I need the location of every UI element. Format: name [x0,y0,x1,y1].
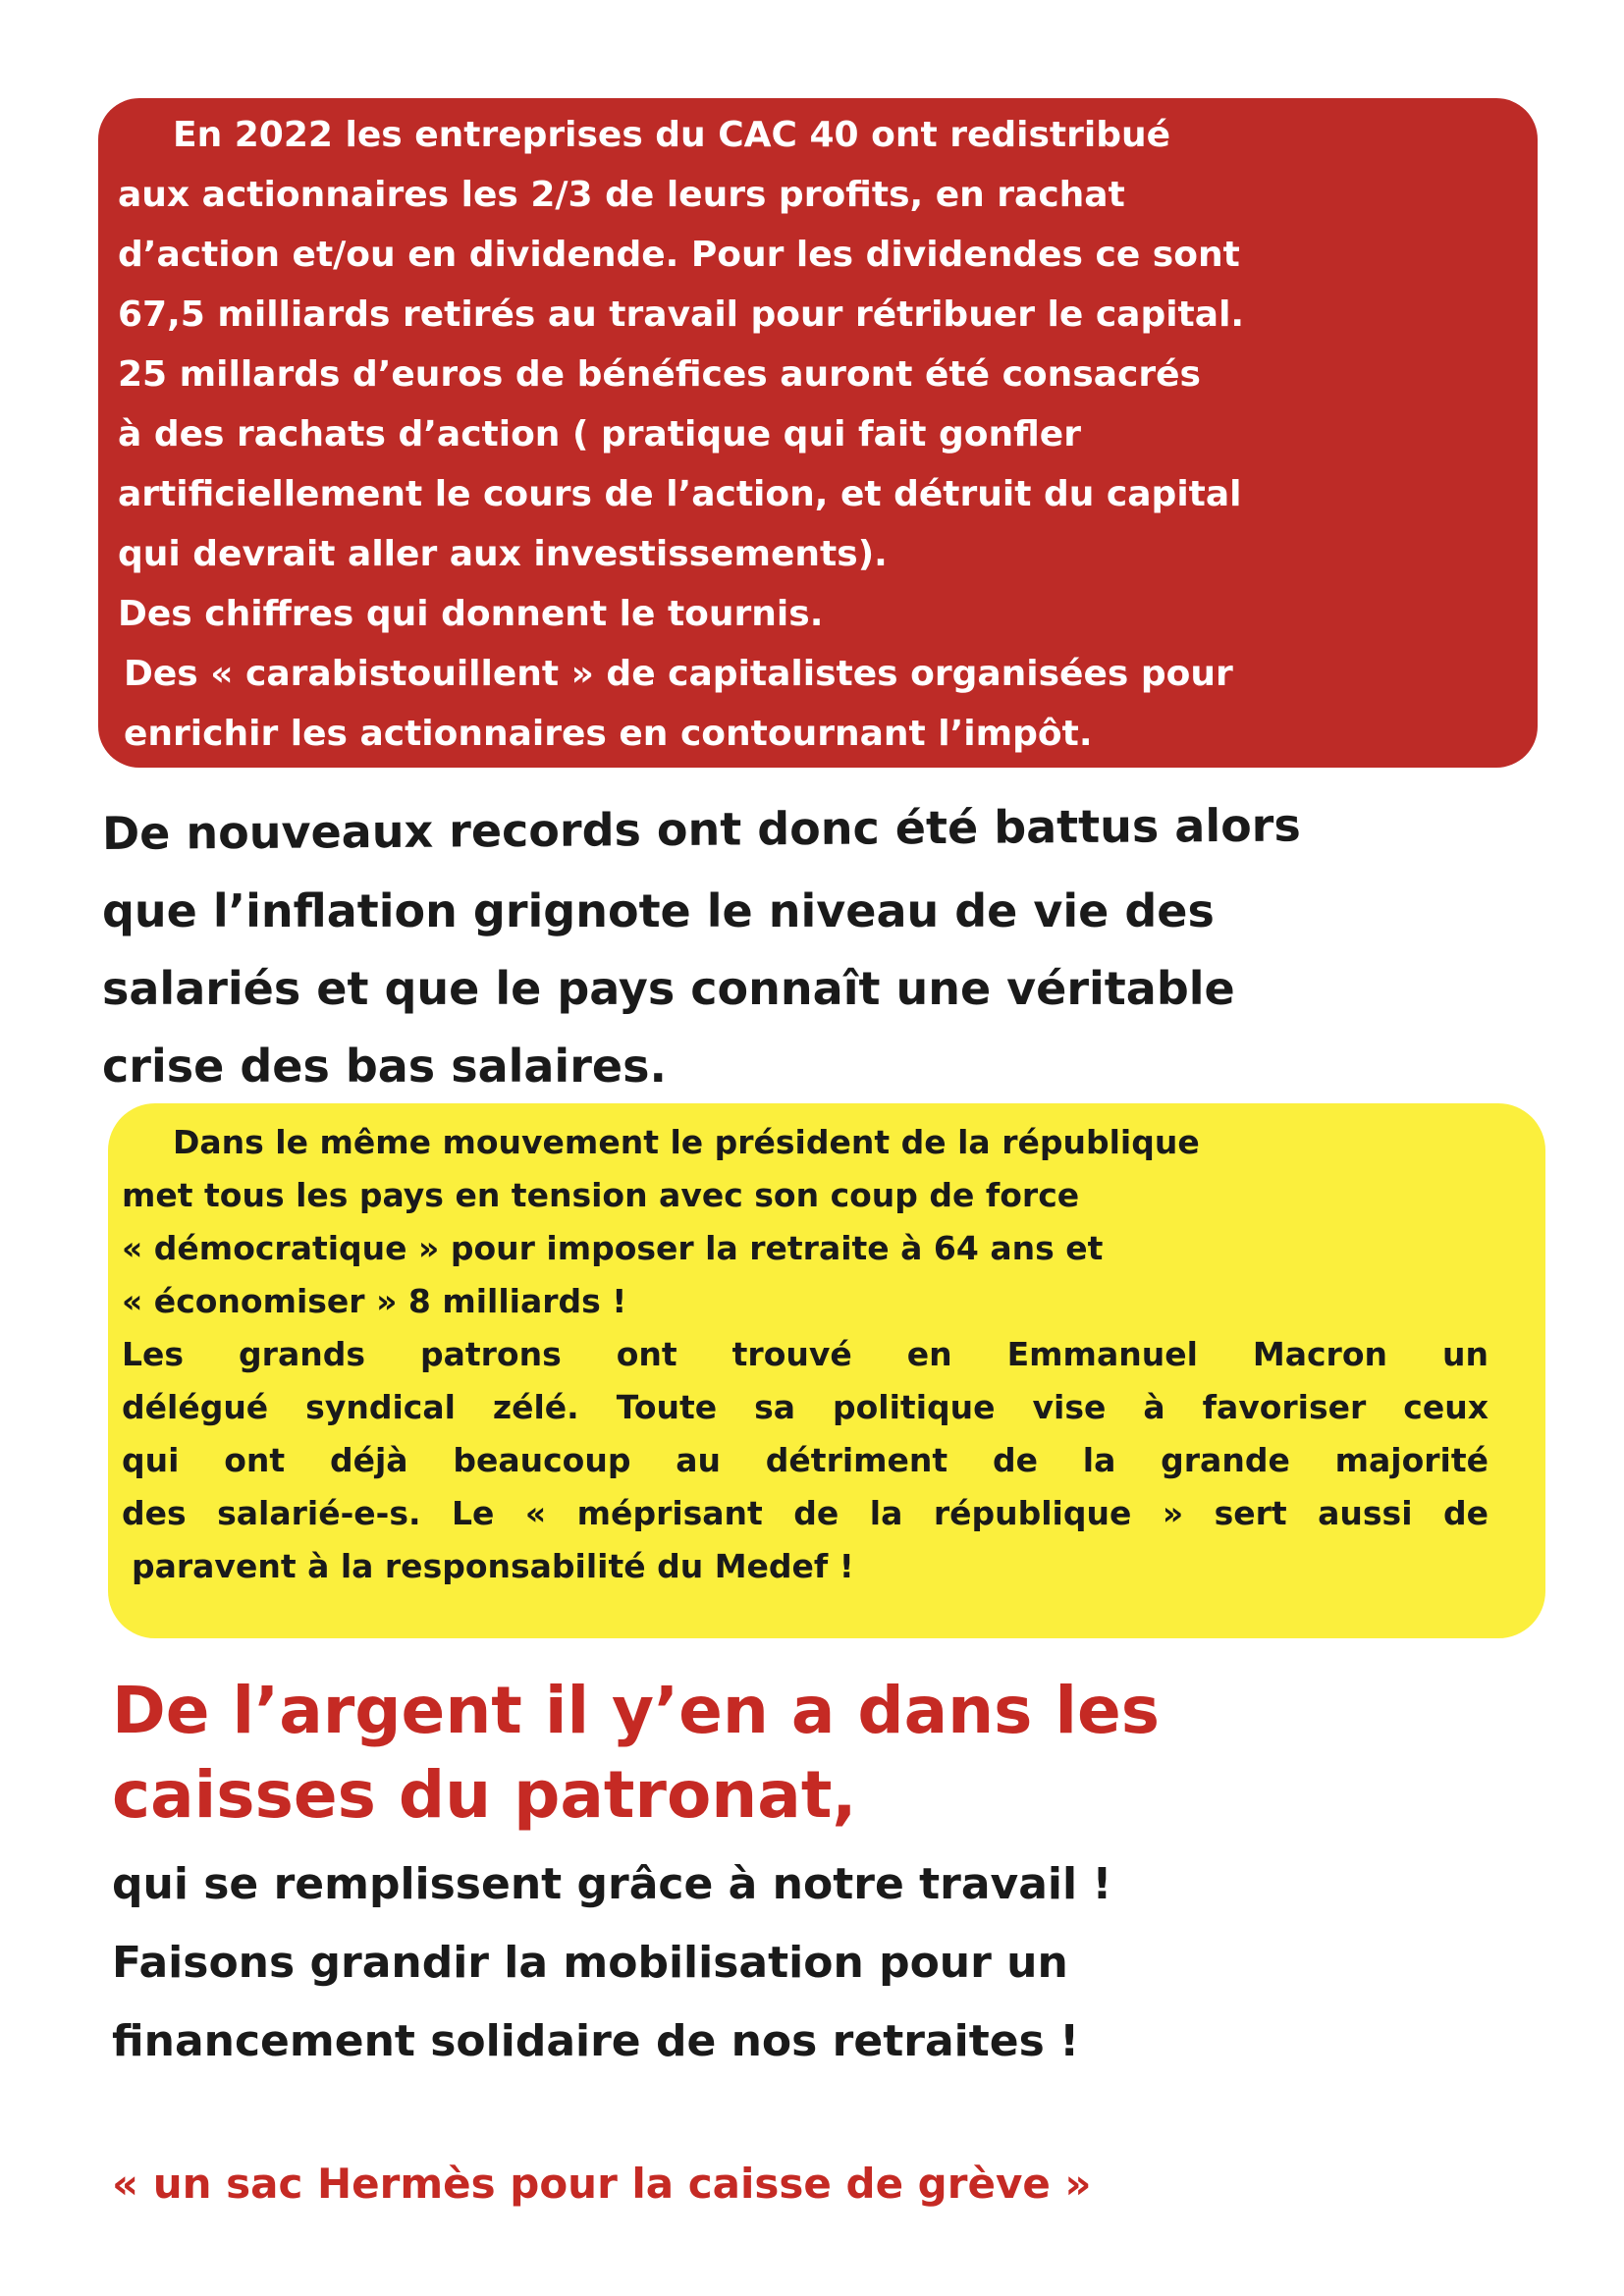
red-box-line: En 2022 les entreprises du CAC 40 ont redistribué [173,115,1171,155]
red-box-line: Des chiffres qui donnent le tournis. [118,594,824,634]
red-box-line: à des rachats d’action ( pratique qui fait gonfler [118,414,1081,454]
records-line: crise des bas salaires. [102,1040,667,1093]
yellow-box-line: des salarié-e-s. Le « méprisant de la république » sert aussi de [122,1494,1489,1532]
yellow-box-line: qui ont déjà beaucoup au détriment de la grande majorité [122,1441,1489,1479]
red-box-line: 67,5 milliards retirés au travail pour rétribuer le capital. [118,294,1245,335]
headline [112,1669,1160,1838]
yellow-box-line: Les grands patrons ont trouvé en Emmanuel Macron un [122,1335,1489,1373]
call-to-action [112,1845,1111,2081]
red-info-box [98,98,1538,768]
yellow-box-line: « démocratique » pour imposer la retraite à 64 ans et [122,1229,1104,1267]
red-box-line: qui devrait aller aux investissements). [118,534,888,574]
red-box-line: aux actionnaires les 2/3 de leurs profits, en rachat [118,175,1125,215]
records-line: De nouveaux records ont donc été battus alors [101,798,1301,860]
yellow-box-line: délégué syndical zélé. Toute sa politique vise à favoriser ceux [122,1388,1489,1426]
call-line: Faisons grandir la mobilisation pour un [112,1938,1068,1988]
records-line: salariés et que le pays connaît une véritable [102,962,1235,1015]
red-box-line: enrichir les actionnaires en contournant l’impôt. [124,714,1093,754]
red-box-line: d’action et/ou en dividende. Pour les dividendes ce sont [118,235,1240,275]
headline-line: De l’argent il y’en a dans les [112,1673,1161,1748]
yellow-box-line: met tous les pays en tension avec son coup de force [122,1176,1080,1214]
yellow-box-line: paravent à la responsabilité du Medef ! [132,1547,854,1585]
yellow-info-box [108,1103,1545,1638]
red-box-line: artificiellement le cours de l’action, et détruit du capital [118,474,1242,514]
yellow-box-line: « économiser » 8 milliards ! [122,1282,627,1320]
call-line: financement solidaire de nos retraites ! [112,2016,1080,2066]
yellow-box-line: Dans le même mouvement le président de la république [173,1123,1200,1161]
red-box-line: 25 millards d’euros de bénéfices auront été consacrés [118,354,1201,395]
red-box-line: Des « carabistouillent » de capitalistes organisées pour [124,654,1233,694]
records-line: que l’inflation grignote le niveau de vie des [102,884,1215,937]
headline-line: caisses du patronat, [112,1757,857,1833]
records-paragraph [102,795,1301,1105]
slogan: « un sac Hermès pour la caisse de grève » [112,2160,1092,2208]
call-line: qui se remplissent grâce à notre travail ! [112,1859,1112,1909]
